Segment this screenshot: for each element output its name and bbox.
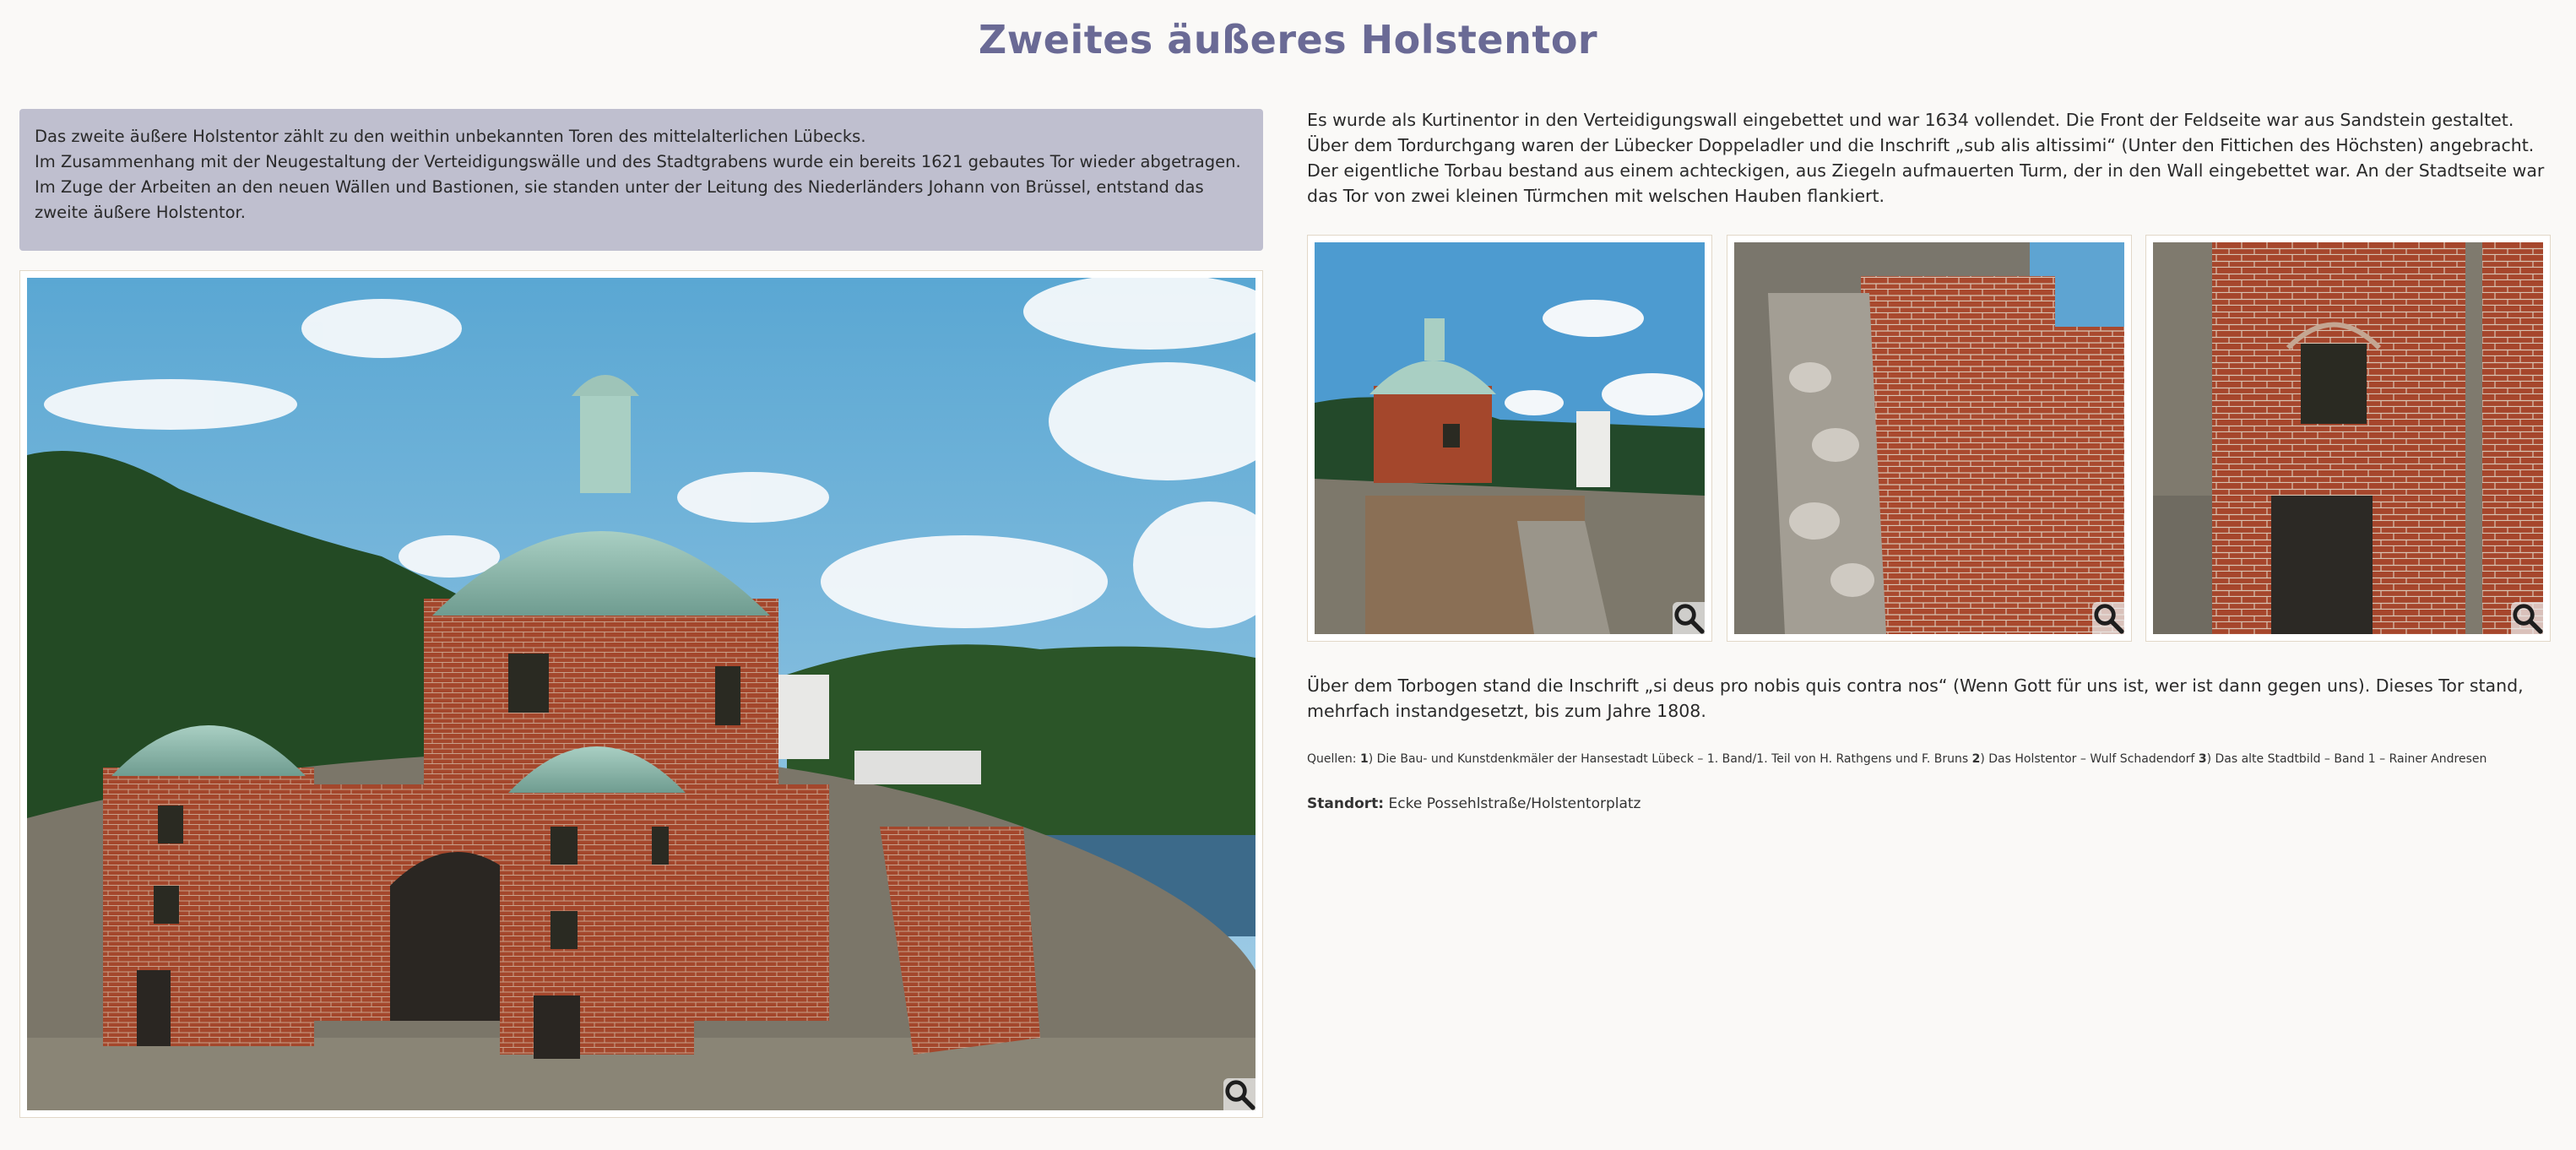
magnifier-icon bbox=[2511, 602, 2543, 634]
location-label: Standort: bbox=[1307, 795, 1385, 812]
location-value: Ecke Possehlstraße/Holstentorplatz bbox=[1384, 795, 1641, 812]
main-photo-frame[interactable] bbox=[19, 270, 1263, 1118]
page-title: Zweites äußeres Holstentor bbox=[978, 17, 1598, 62]
intro-line-3: Im Zuge der Arbeiten an den neuen Wällen und Bastionen, sie standen unter der Leitung des Niederländers Johann von Brüssel, entstand das zweite äußere Holstentor. bbox=[35, 177, 1204, 222]
zoom-button[interactable] bbox=[1223, 1078, 1255, 1110]
intro-box bbox=[19, 109, 1263, 251]
zoom-button[interactable] bbox=[2092, 602, 2124, 634]
description-paragraph-1: Es wurde als Kurtinentor in den Verteidigungswall eingebettet und war 1634 vollendet. Die Front der Feldseite war aus Sandstein gestaltet. Über dem Tordurchgang waren der Lübecker Doppeladler und die Inschrift „sub alis altissimi“ (Unter den Fittichen des Höchsten) angebracht. Der eigentliche Torbau bestand aus einem achteckigen, aus Ziegeln aufmauerten Turm, der in den Wall eingebettet war. An der Stadtseite war das Tor von zwei kleinen Türmchen mit welschen Hauben flankiert. bbox=[1307, 110, 2545, 206]
sources-label: Quellen: bbox=[1307, 752, 1357, 766]
magnifier-icon bbox=[1223, 1078, 1255, 1110]
zoom-button[interactable] bbox=[1673, 602, 1705, 634]
sources-line bbox=[1307, 751, 2551, 768]
magnifier-icon bbox=[1673, 602, 1705, 634]
thumbnail-2-photo[interactable] bbox=[1734, 242, 2124, 634]
thumbnail-1-photo[interactable] bbox=[1315, 242, 1705, 634]
source-3: ) Das alte Stadtbild – Band 1 – Rainer Andresen bbox=[2206, 752, 2487, 766]
thumbnail-1[interactable] bbox=[1307, 235, 1712, 642]
source-number-3: 3 bbox=[2198, 752, 2207, 766]
main-photo-gate-model[interactable] bbox=[27, 278, 1255, 1110]
description-paragraph-2: Über dem Torbogen stand die Inschrift „si deus pro nobis quis contra nos“ (Wenn Gott für uns ist, wer ist dann gegen uns). Dieses Tor stand, mehrfach instandgesetzt, bis zum Jahre 1808. bbox=[1307, 675, 2524, 721]
zoom-button[interactable] bbox=[2511, 602, 2543, 634]
source-number-2: 2 bbox=[1971, 752, 1981, 766]
source-2: ) Das Holstentor – Wulf Schadendorf bbox=[1980, 752, 2199, 766]
source-number-1: 1 bbox=[1359, 752, 1369, 766]
thumbnail-3[interactable] bbox=[2145, 235, 2551, 642]
location-line bbox=[1307, 794, 2551, 814]
magnifier-icon bbox=[2092, 602, 2124, 634]
thumbnail-3-photo[interactable] bbox=[2153, 242, 2543, 634]
thumbnail-2[interactable] bbox=[1727, 235, 2132, 642]
source-1: ) Die Bau- und Kunstdenkmäler der Hansestadt Lübeck – 1. Band/1. Teil von H. Rathgens und F. Bruns bbox=[1368, 752, 1972, 766]
intro-line-1: Das zweite äußere Holstentor zählt zu den weithin unbekannten Toren des mittelalterlichen Lübecks. bbox=[35, 127, 866, 146]
intro-line-2: Im Zusammenhang mit der Neugestaltung der Verteidigungswälle und des Stadtgrabens wurde ein bereits 1621 gebautes Tor wieder abgetragen. bbox=[35, 152, 1241, 171]
